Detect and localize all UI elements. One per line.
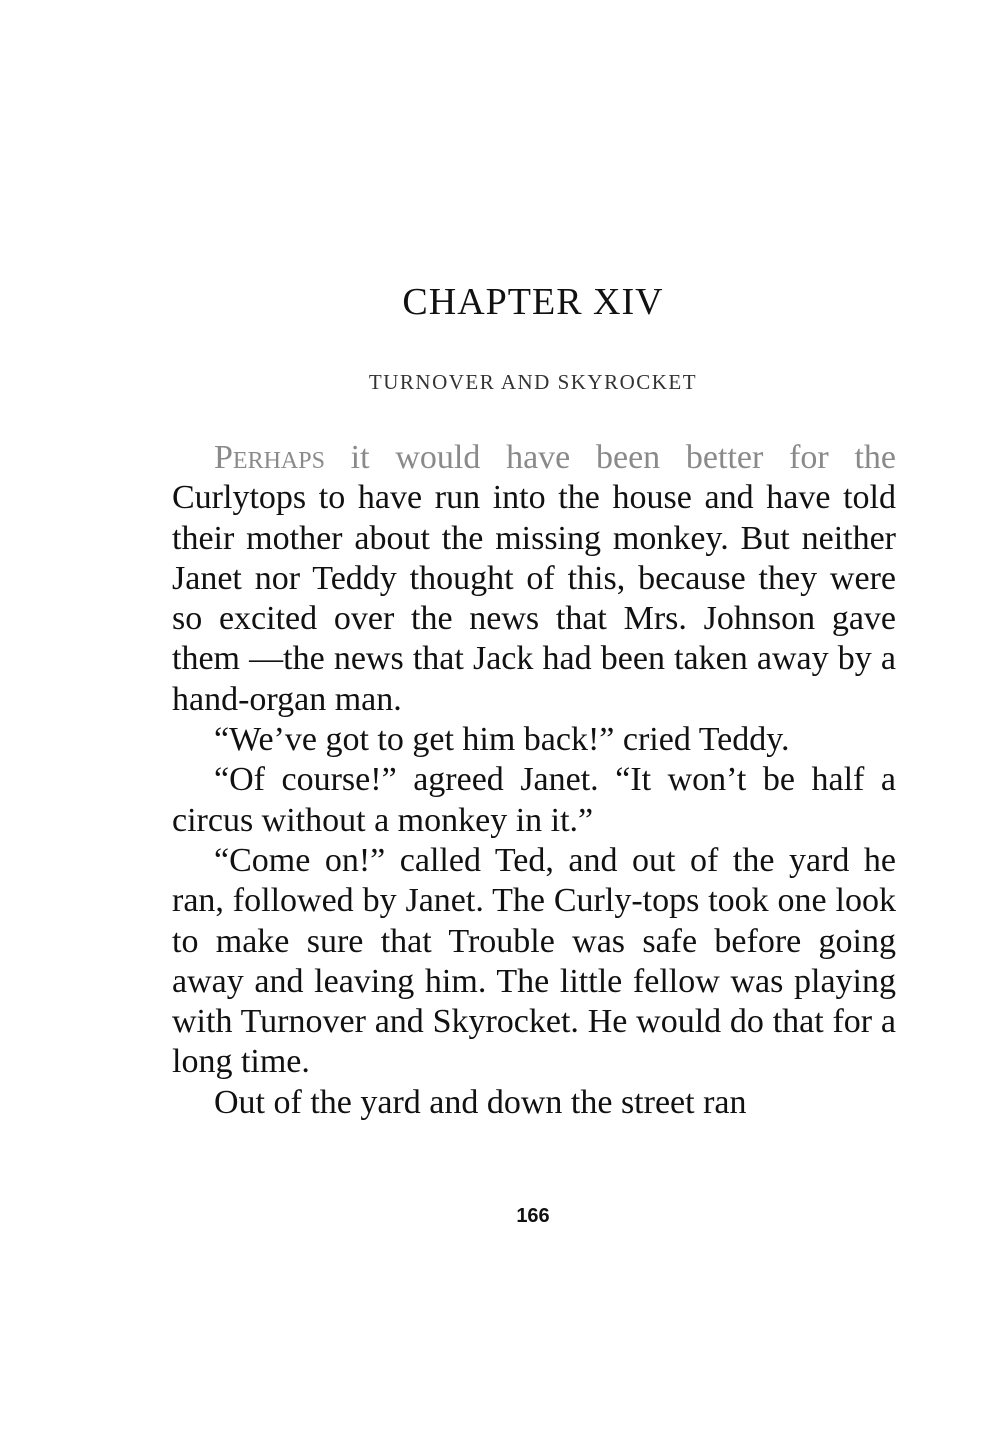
- body-text: [172, 438, 896, 1123]
- paragraph-lead-caps: Perhaps: [214, 439, 325, 476]
- paragraph: Out of the yard and down the street ran: [214, 1083, 747, 1121]
- paragraph: “We’ve got to get him back!” cried Teddy.: [214, 721, 790, 759]
- paragraph: “Of course!” agreed Janet. “It won’t be half a circus without a monkey in it.”: [172, 761, 896, 839]
- page-number: 166: [516, 1205, 550, 1227]
- paragraph: [172, 438, 896, 720]
- paragraph-text: it would have been better for the Curlytops to have run into the house and have told their mother about the missing monkey. But neither Janet nor Teddy thought of this, because they were so excited over the news that Mrs. Johnson gave them —the news that Jack had been taken away by a hand-organ man.: [172, 439, 896, 718]
- chapter-heading: CHAPTER XIV: [402, 281, 664, 323]
- chapter-title: TURNOVER AND SKYROCKET: [368, 370, 698, 394]
- paragraph: “Come on!” called Ted, and out of the yard he ran, followed by Janet. The Curly-tops took one look to make sure that Trouble was safe before going away and leaving him. The little fellow was playing with Turnover and Skyrocket. He would do that for a long time.: [172, 841, 896, 1081]
